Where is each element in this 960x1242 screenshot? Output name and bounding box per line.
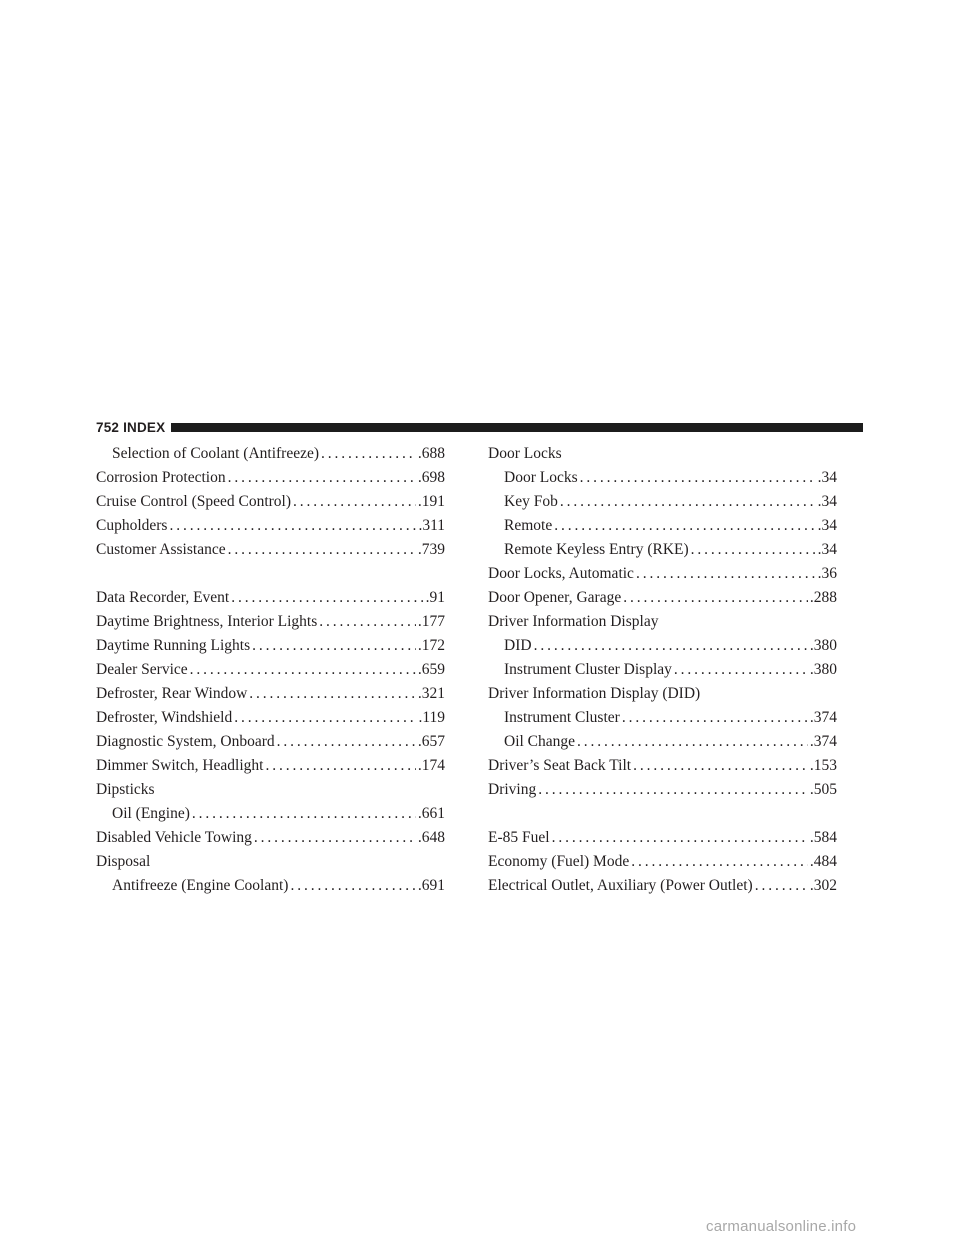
index-entry[interactable] (488, 610, 837, 634)
watermark: carmanualsonline.info (706, 1218, 857, 1235)
dot-leader (192, 802, 416, 826)
entry-title: Diagnostic System, Onboard (96, 733, 275, 750)
index-subentry[interactable] (488, 730, 837, 754)
index-subentry[interactable] (488, 466, 837, 490)
dot-leader (622, 706, 808, 730)
entry-title: Dimmer Switch, Headlight (96, 757, 264, 774)
entry-title: Daytime Brightness, Interior Lights (96, 613, 318, 630)
page-reference[interactable]: .691 (417, 877, 445, 894)
index-entry[interactable] (488, 682, 837, 706)
page-reference[interactable]: .311 (418, 517, 445, 534)
page-reference[interactable]: .584 (809, 829, 837, 846)
index-subentry[interactable] (96, 802, 445, 826)
index-entry[interactable] (96, 706, 445, 730)
page-reference[interactable]: .657 (417, 733, 445, 750)
index-subentry[interactable] (488, 490, 837, 514)
dot-leader (319, 610, 416, 634)
page-reference[interactable]: .288 (809, 589, 837, 606)
dot-leader (293, 490, 416, 514)
entry-title: Driver’s Seat Back Tilt (488, 757, 632, 774)
page-reference[interactable]: .648 (417, 829, 445, 846)
index-column-left (96, 442, 445, 898)
index-entry[interactable] (96, 538, 445, 562)
index-entry[interactable] (96, 490, 445, 514)
index-subentry[interactable] (488, 658, 837, 682)
dot-leader (631, 850, 808, 874)
entry-title: Data Recorder, Event (96, 589, 230, 606)
index-subentry[interactable] (96, 442, 445, 466)
index-subentry[interactable] (488, 514, 837, 538)
entry-title: Cruise Control (Speed Control) (96, 493, 292, 510)
page-reference[interactable]: .380 (809, 637, 837, 654)
dot-leader (265, 754, 415, 778)
entry-title: Cupholders (96, 517, 168, 534)
page-reference[interactable]: .34 (817, 493, 837, 510)
entry-title: Customer Assistance (96, 541, 226, 558)
entry-title: Dealer Service (96, 661, 188, 678)
index-entry[interactable] (96, 826, 445, 850)
page-reference[interactable]: .174 (417, 757, 445, 774)
page-reference[interactable]: .739 (417, 541, 445, 558)
index-entry[interactable] (96, 850, 445, 874)
dot-leader (321, 442, 416, 466)
index-entry[interactable] (488, 442, 837, 466)
dot-leader (552, 826, 808, 850)
page-number-label: 752 INDEX (96, 419, 166, 435)
index-subentry[interactable] (96, 874, 445, 898)
entry-title: Driving (488, 781, 537, 798)
index-entry[interactable] (96, 754, 445, 778)
dot-leader (623, 586, 808, 610)
entry-title: Corrosion Protection (96, 469, 226, 486)
page-reference[interactable]: .661 (417, 805, 445, 822)
page-reference[interactable]: .302 (809, 877, 837, 894)
index-entry[interactable] (96, 634, 445, 658)
index-subentry[interactable] (488, 538, 837, 562)
entry-title: Selection of Coolant (Antifreeze) (112, 445, 320, 462)
entry-title: Economy (Fuel) Mode (488, 853, 630, 870)
index-entry[interactable] (96, 682, 445, 706)
entry-title: Instrument Cluster Display (504, 661, 672, 678)
index-entry[interactable] (488, 778, 837, 802)
index-entry[interactable] (96, 610, 445, 634)
page-reference[interactable]: .119 (418, 709, 445, 726)
entry-title: Door Locks (504, 469, 578, 486)
page-reference[interactable]: .34 (817, 541, 837, 558)
entry-title: Remote (504, 517, 553, 534)
dot-leader (228, 538, 416, 562)
index-entry[interactable] (488, 850, 837, 874)
dot-leader (554, 514, 815, 538)
page-reference[interactable]: .34 (817, 517, 837, 534)
entry-title: Defroster, Rear Window (96, 685, 248, 702)
entry-title: Daytime Running Lights (96, 637, 251, 654)
entry-title: Door Opener, Garage (488, 589, 622, 606)
page-reference[interactable]: .374 (809, 733, 837, 750)
entry-title: Disposal (96, 853, 151, 870)
entry-title: E-85 Fuel (488, 829, 550, 846)
dot-leader (674, 658, 808, 682)
dot-leader (169, 514, 416, 538)
page-reference[interactable]: .659 (417, 661, 445, 678)
page-reference[interactable]: .91 (425, 589, 445, 606)
page-header (96, 416, 863, 438)
dot-leader (538, 778, 808, 802)
entry-title: Key Fob (504, 493, 558, 510)
dot-leader (252, 634, 416, 658)
index-entry[interactable] (96, 778, 445, 802)
entry-title: Disabled Vehicle Towing (96, 829, 252, 846)
entry-title: Door Locks (488, 445, 562, 462)
index-entry[interactable] (96, 730, 445, 754)
dot-leader (580, 466, 816, 490)
index-entry[interactable] (488, 874, 837, 898)
index-entry[interactable] (96, 466, 445, 490)
page-reference[interactable]: .505 (809, 781, 837, 798)
dot-leader (254, 826, 416, 850)
dot-leader (691, 538, 816, 562)
dot-leader (534, 634, 808, 658)
page-reference[interactable]: .698 (417, 469, 445, 486)
entry-title: Dipsticks (96, 781, 155, 798)
page-reference[interactable]: .34 (817, 469, 837, 486)
dot-leader (636, 562, 816, 586)
page-reference[interactable]: .380 (809, 661, 837, 678)
index-entry[interactable] (488, 754, 837, 778)
dot-leader (231, 586, 423, 610)
page-reference[interactable]: .172 (417, 637, 445, 654)
section-gap (96, 562, 445, 586)
dot-leader (560, 490, 816, 514)
entry-title: Defroster, Windshield (96, 709, 233, 726)
entry-title: DID (504, 637, 532, 654)
index-entry[interactable] (96, 586, 445, 610)
page-reference[interactable]: .36 (817, 565, 837, 582)
entry-title: Antifreeze (Engine Coolant) (112, 877, 289, 894)
index-entry[interactable] (488, 826, 837, 850)
index-subentry[interactable] (488, 706, 837, 730)
entry-title: Driver Information Display (488, 613, 659, 630)
page-reference[interactable]: .374 (809, 709, 837, 726)
dot-leader (249, 682, 416, 706)
entry-title: Instrument Cluster (504, 709, 620, 726)
dot-leader (277, 730, 416, 754)
dot-leader (290, 874, 415, 898)
page-reference[interactable]: .153 (809, 757, 837, 774)
dot-leader (234, 706, 416, 730)
index-entry[interactable] (96, 514, 445, 538)
entry-title: Remote Keyless Entry (RKE) (504, 541, 689, 558)
page-reference[interactable]: .191 (417, 493, 445, 510)
page-reference[interactable]: .484 (809, 853, 837, 870)
entry-title: Oil Change (504, 733, 576, 750)
entry-title: Driver Information Display (DID) (488, 685, 701, 702)
index-entry[interactable] (488, 562, 837, 586)
section-gap (488, 802, 837, 826)
page-reference[interactable]: .688 (417, 445, 445, 462)
entry-title: Oil (Engine) (112, 805, 190, 822)
dot-leader (190, 658, 416, 682)
header-rule (171, 423, 863, 432)
dot-leader (633, 754, 808, 778)
dot-leader (577, 730, 808, 754)
index-entry[interactable] (488, 586, 837, 610)
dot-leader (755, 874, 808, 898)
index-subentry[interactable] (488, 634, 837, 658)
index-column-right (488, 442, 837, 898)
page-reference[interactable]: .321 (417, 685, 445, 702)
index-entry[interactable] (96, 658, 445, 682)
entry-title: Electrical Outlet, Auxiliary (Power Outlet) (488, 877, 753, 894)
page-reference[interactable]: .177 (417, 613, 445, 630)
dot-leader (228, 466, 416, 490)
entry-title: Door Locks, Automatic (488, 565, 634, 582)
